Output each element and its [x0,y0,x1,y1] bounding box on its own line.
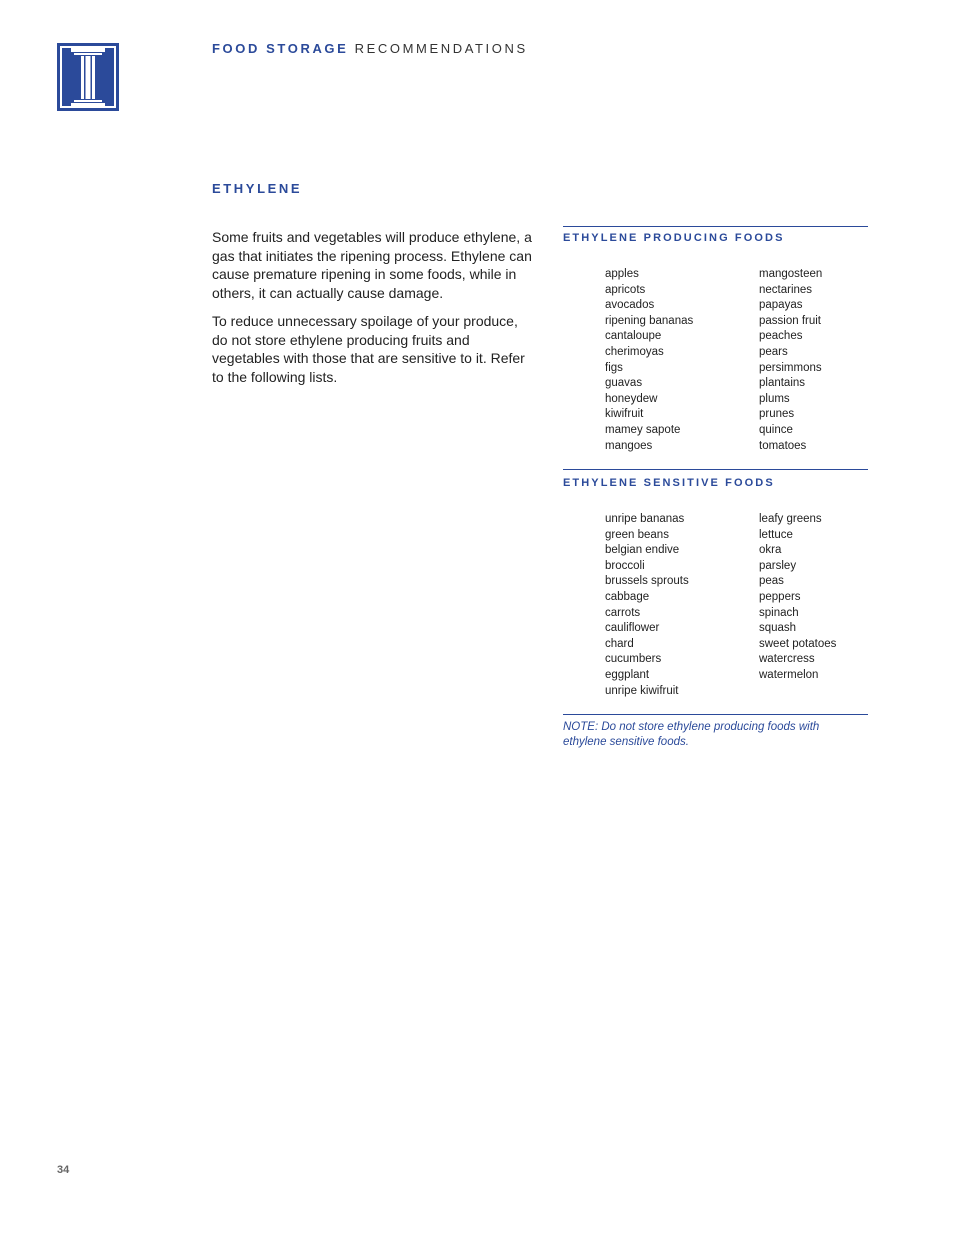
list-item: cherimoyas [605,345,664,358]
list-item: plantains [759,377,806,390]
producing-list-col2 [759,267,822,454]
list-item: okra [759,544,782,557]
storage-note: NOTE: Do not store ethylene producing foods with ethylene sensitive foods. [563,721,820,748]
intro-paragraph: Some fruits and vegetables will produce ethylene, a gas that initiates the ripening process. Ethylene can cause premature ripening in some foods, while in others, it can actually cause damage. [212,229,532,302]
divider [563,714,868,715]
list-item: tomatoes [759,439,807,452]
list-item: green beans [605,528,669,541]
header-title-light: RECOMMENDATIONS [354,41,528,56]
list-item: unripe bananas [605,513,685,525]
list-item: peas [759,575,784,588]
list-item: papayas [759,299,803,312]
list-item: cabbage [605,590,650,603]
list-item: cucumbers [605,653,662,666]
list-item: squash [759,622,797,635]
list-item: mangosteen [759,268,823,280]
list-item: kiwifruit [605,408,644,421]
sensitive-list-col1 [605,512,689,699]
list-item: guavas [605,377,643,390]
list-item: peppers [759,590,801,603]
list-item: watercress [759,653,815,666]
list-item: leafy greens [759,513,822,525]
list-item: apricots [605,283,646,296]
page-header [212,41,528,56]
divider [563,226,868,227]
list-item: unripe kiwifruit [605,684,679,697]
list-item: quince [759,423,793,436]
list-item: nectarines [759,283,813,296]
list-item: peaches [759,330,803,343]
list-item: lettuce [759,528,793,541]
intro-text [212,228,536,396]
list-item: avocados [605,299,655,312]
list-item: spinach [759,606,799,619]
list-item: watermelon [759,668,819,681]
list-item: plums [759,392,790,405]
list-item: mamey sapote [605,423,681,436]
list-item: parsley [759,559,797,572]
list-item: chard [605,637,634,650]
sensitive-list-col2 [759,512,836,684]
list-item: apples [605,268,639,280]
list-item: cauliflower [605,622,660,635]
list-item: figs [605,361,623,374]
list-item: cantaloupe [605,330,662,343]
list-item: broccoli [605,559,645,572]
list-item: brussels sprouts [605,575,689,588]
producing-list-title: ETHYLENE PRODUCING FOODS [563,232,785,244]
sensitive-list-title: ETHYLENE SENSITIVE FOODS [563,477,775,489]
list-item: ripening bananas [605,314,694,327]
list-item: prunes [759,408,795,421]
divider [563,469,868,470]
list-item: persimmons [759,361,822,374]
producing-list-col1 [605,267,693,454]
list-item: passion fruit [759,314,822,327]
list-item: belgian endive [605,544,680,557]
section-title: ETHYLENE [212,181,303,196]
list-item: eggplant [605,668,650,681]
list-item: carrots [605,606,641,619]
list-item: pears [759,345,788,358]
list-item: honeydew [605,392,658,405]
list-item: mangoes [605,439,653,452]
brand-logo-icon [57,43,119,111]
list-item: sweet potatoes [759,637,837,650]
page-number: 34 [57,1164,70,1176]
intro-paragraph: To reduce unnecessary spoilage of your produce, do not store ethylene producing fruits and vegetables with those that are sensitive to it. Refer to the following lists. [212,312,525,385]
header-title-bold: FOOD STORAGE [212,41,349,56]
